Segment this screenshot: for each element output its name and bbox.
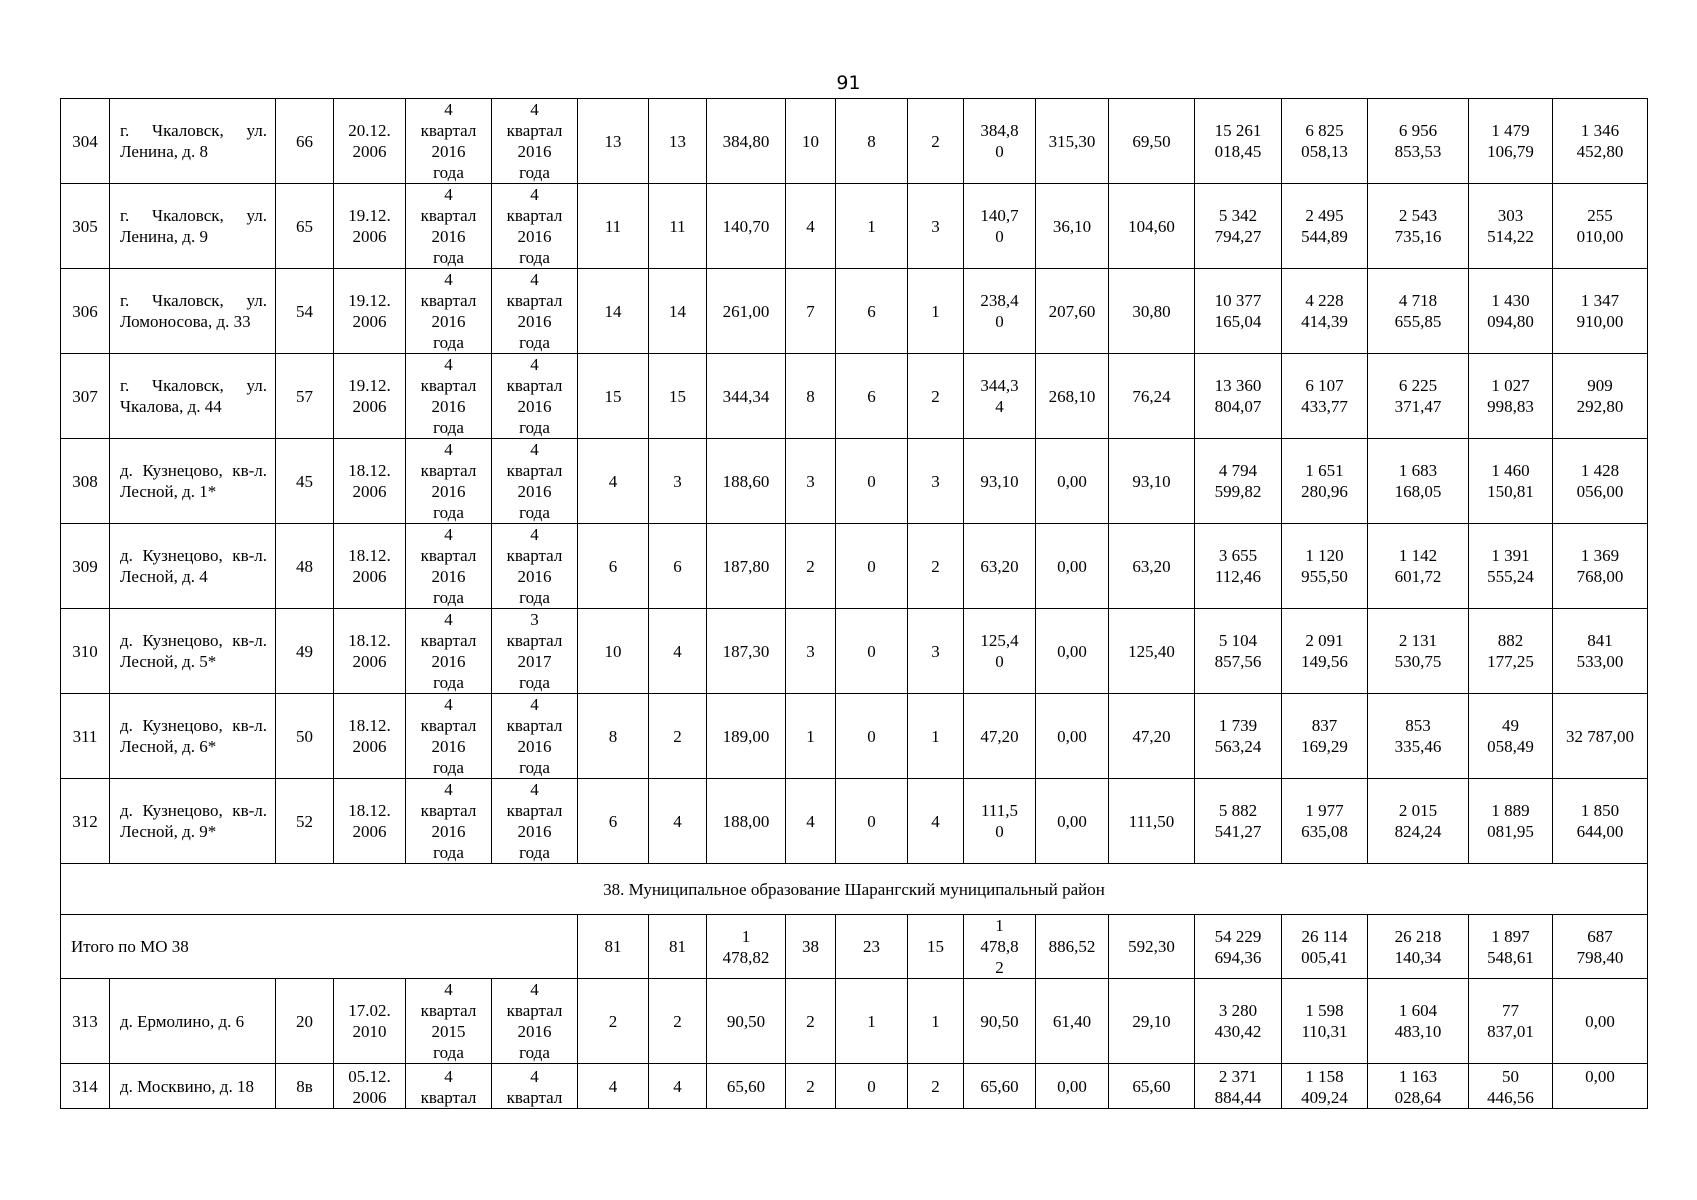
value-cell: 1 [836, 979, 908, 1064]
address-cell: г. Чкаловск, ул. Ленина, д. 8 [110, 99, 276, 184]
value-cell: 49 [276, 609, 334, 694]
section-title: 38. Муниципальное образование Шарангский муниципальный район [61, 864, 1648, 915]
total-cell: 54 229 694,36 [1195, 915, 1282, 979]
total-cell: 1 478,82 [707, 915, 786, 979]
value-cell: 50 446,56 [1469, 1064, 1553, 1109]
value-cell: 3 [786, 609, 836, 694]
value-cell: 125,4 0 [964, 609, 1036, 694]
value-cell: 6 [578, 779, 649, 864]
quarter-cell: 4 квартал [492, 1064, 578, 1109]
value-cell: 4 794 599,82 [1195, 439, 1282, 524]
value-cell: 3 [649, 439, 707, 524]
total-cell: 38 [786, 915, 836, 979]
table-row [61, 524, 1648, 609]
date-cell: 05.12. 2006 [334, 1064, 406, 1109]
value-cell: 47,20 [1109, 694, 1195, 779]
value-cell: 0 [836, 779, 908, 864]
value-cell: 207,60 [1036, 269, 1109, 354]
value-cell: 14 [649, 269, 707, 354]
value-cell: 6 107 433,77 [1282, 354, 1368, 439]
value-cell: 4 718 655,85 [1368, 269, 1469, 354]
row-number-cell: 306 [61, 269, 110, 354]
quarter-cell: 4 квартал 2016 года [492, 354, 578, 439]
total-row [61, 915, 1648, 979]
row-number-cell: 312 [61, 779, 110, 864]
value-cell: 1 428 056,00 [1553, 439, 1648, 524]
table-row [61, 694, 1648, 779]
value-cell: 2 371 884,44 [1195, 1064, 1282, 1109]
value-cell: 49 058,49 [1469, 694, 1553, 779]
value-cell: 0,00 [1036, 524, 1109, 609]
value-cell: 3 [908, 184, 964, 269]
address-cell: д. Кузнецово, кв-л. Лесной, д. 6* [110, 694, 276, 779]
quarter-cell: 4 квартал 2015 года [406, 979, 492, 1064]
value-cell: 344,34 [707, 354, 786, 439]
value-cell: 1 [786, 694, 836, 779]
value-cell: 4 228 414,39 [1282, 269, 1368, 354]
value-cell: 0,00 [1036, 1064, 1109, 1109]
value-cell: 1 [836, 184, 908, 269]
value-cell: 1 [908, 694, 964, 779]
value-cell: 1 683 168,05 [1368, 439, 1469, 524]
quarter-cell: 4 квартал 2016 года [492, 694, 578, 779]
value-cell: 1 460 150,81 [1469, 439, 1553, 524]
row-number-cell: 311 [61, 694, 110, 779]
value-cell: 4 [908, 779, 964, 864]
value-cell: 14 [578, 269, 649, 354]
value-cell: 2 091 149,56 [1282, 609, 1368, 694]
date-cell: 20.12. 2006 [334, 99, 406, 184]
value-cell: 65,60 [964, 1064, 1036, 1109]
address-cell: д. Москвино, д. 18 [110, 1064, 276, 1109]
value-cell: 90,50 [707, 979, 786, 1064]
value-cell: 63,20 [1109, 524, 1195, 609]
date-cell: 18.12. 2006 [334, 439, 406, 524]
value-cell: 125,40 [1109, 609, 1195, 694]
value-cell: 6 [649, 524, 707, 609]
address-cell: г. Чкаловск, ул. Чкалова, д. 44 [110, 354, 276, 439]
value-cell: 111,5 0 [964, 779, 1036, 864]
value-cell: 52 [276, 779, 334, 864]
total-cell: 26 114 005,41 [1282, 915, 1368, 979]
value-cell: 5 882 541,27 [1195, 779, 1282, 864]
date-cell: 18.12. 2006 [334, 694, 406, 779]
value-cell: 4 [786, 779, 836, 864]
value-cell: 0 [836, 609, 908, 694]
value-cell: 6 225 371,47 [1368, 354, 1469, 439]
value-cell: 11 [578, 184, 649, 269]
value-cell: 188,60 [707, 439, 786, 524]
value-cell: 261,00 [707, 269, 786, 354]
quarter-cell: 4 квартал 2016 года [406, 99, 492, 184]
value-cell: 65,60 [707, 1064, 786, 1109]
value-cell: 63,20 [964, 524, 1036, 609]
value-cell: 2 [649, 694, 707, 779]
value-cell: 1 346 452,80 [1553, 99, 1648, 184]
row-number-cell: 314 [61, 1064, 110, 1109]
row-number-cell: 307 [61, 354, 110, 439]
value-cell: 1 027 998,83 [1469, 354, 1553, 439]
address-cell: д. Кузнецово, кв-л. Лесной, д. 9* [110, 779, 276, 864]
value-cell: 54 [276, 269, 334, 354]
value-cell: 4 [649, 779, 707, 864]
value-cell: 1 347 910,00 [1553, 269, 1648, 354]
quarter-cell: 4 квартал 2016 года [406, 439, 492, 524]
value-cell: 20 [276, 979, 334, 1064]
value-cell: 93,10 [964, 439, 1036, 524]
quarter-cell: 4 квартал 2016 года [492, 269, 578, 354]
value-cell: 5 342 794,27 [1195, 184, 1282, 269]
value-cell: 882 177,25 [1469, 609, 1553, 694]
value-cell: 6 956 853,53 [1368, 99, 1469, 184]
value-cell: 4 [786, 184, 836, 269]
value-cell: 15 [649, 354, 707, 439]
total-cell: 1 478,8 2 [964, 915, 1036, 979]
total-cell: 15 [908, 915, 964, 979]
value-cell: 30,80 [1109, 269, 1195, 354]
total-cell: 23 [836, 915, 908, 979]
quarter-cell: 4 квартал 2016 года [492, 99, 578, 184]
value-cell: 13 [649, 99, 707, 184]
quarter-cell: 4 квартал 2016 года [406, 184, 492, 269]
total-cell: 886,52 [1036, 915, 1109, 979]
value-cell: 268,10 [1036, 354, 1109, 439]
quarter-cell: 4 квартал 2016 года [492, 779, 578, 864]
value-cell: 0 [836, 524, 908, 609]
quarter-cell: 4 квартал 2016 года [492, 439, 578, 524]
value-cell: 238,4 0 [964, 269, 1036, 354]
value-cell: 1 142 601,72 [1368, 524, 1469, 609]
row-number-cell: 313 [61, 979, 110, 1064]
value-cell: 93,10 [1109, 439, 1195, 524]
value-cell: 7 [786, 269, 836, 354]
address-cell: д. Ермолино, д. 6 [110, 979, 276, 1064]
value-cell: 66 [276, 99, 334, 184]
row-number-cell: 305 [61, 184, 110, 269]
section-header-row [61, 864, 1648, 915]
value-cell: 1 977 635,08 [1282, 779, 1368, 864]
housing-register-table [60, 98, 1648, 1109]
date-cell: 18.12. 2006 [334, 609, 406, 694]
total-label: Итого по МО 38 [61, 915, 578, 979]
value-cell: 0 [836, 1064, 908, 1109]
address-cell: д. Кузнецово, кв-л. Лесной, д. 5* [110, 609, 276, 694]
value-cell: 4 [578, 1064, 649, 1109]
value-cell: 6 [836, 354, 908, 439]
value-cell: 1 [908, 979, 964, 1064]
date-cell: 18.12. 2006 [334, 779, 406, 864]
page-number: 91 [836, 72, 861, 94]
value-cell: 47,20 [964, 694, 1036, 779]
value-cell: 0,00 [1036, 609, 1109, 694]
value-cell: 76,24 [1109, 354, 1195, 439]
value-cell: 1 430 094,80 [1469, 269, 1553, 354]
value-cell: 65,60 [1109, 1064, 1195, 1109]
value-cell: 8в [276, 1064, 334, 1109]
value-cell: 0,00 [1036, 694, 1109, 779]
value-cell: 1 598 110,31 [1282, 979, 1368, 1064]
date-cell: 18.12. 2006 [334, 524, 406, 609]
value-cell: 111,50 [1109, 779, 1195, 864]
value-cell: 8 [786, 354, 836, 439]
value-cell: 2 [908, 1064, 964, 1109]
value-cell: 1 369 768,00 [1553, 524, 1648, 609]
value-cell: 140,7 0 [964, 184, 1036, 269]
value-cell: 1 158 409,24 [1282, 1064, 1368, 1109]
value-cell: 4 [578, 439, 649, 524]
value-cell: 6 [836, 269, 908, 354]
address-cell: г. Чкаловск, ул. Ломоносова, д. 33 [110, 269, 276, 354]
date-cell: 17.02. 2010 [334, 979, 406, 1064]
value-cell: 344,3 4 [964, 354, 1036, 439]
value-cell: 65 [276, 184, 334, 269]
value-cell: 5 104 857,56 [1195, 609, 1282, 694]
value-cell: 11 [649, 184, 707, 269]
total-cell: 592,30 [1109, 915, 1195, 979]
value-cell: 61,40 [1036, 979, 1109, 1064]
value-cell: 384,8 0 [964, 99, 1036, 184]
date-cell: 19.12. 2006 [334, 354, 406, 439]
value-cell: 2 131 530,75 [1368, 609, 1469, 694]
value-cell: 4 [649, 1064, 707, 1109]
total-cell: 687 798,40 [1553, 915, 1648, 979]
value-cell: 2 [786, 979, 836, 1064]
row-number-cell: 309 [61, 524, 110, 609]
table-row [61, 439, 1648, 524]
value-cell: 1 391 555,24 [1469, 524, 1553, 609]
quarter-cell: 4 квартал [406, 1064, 492, 1109]
value-cell: 48 [276, 524, 334, 609]
value-cell: 0,00 [1553, 1064, 1648, 1109]
value-cell: 0,00 [1036, 779, 1109, 864]
total-cell: 1 897 548,61 [1469, 915, 1553, 979]
value-cell: 32 787,00 [1553, 694, 1648, 779]
table-row [61, 979, 1648, 1064]
quarter-cell: 4 квартал 2016 года [492, 184, 578, 269]
value-cell: 69,50 [1109, 99, 1195, 184]
date-cell: 19.12. 2006 [334, 184, 406, 269]
table-row [61, 609, 1648, 694]
value-cell: 2 [908, 524, 964, 609]
value-cell: 1 850 644,00 [1553, 779, 1648, 864]
value-cell: 140,70 [707, 184, 786, 269]
value-cell: 90,50 [964, 979, 1036, 1064]
value-cell: 2 [908, 99, 964, 184]
value-cell: 10 [786, 99, 836, 184]
value-cell: 45 [276, 439, 334, 524]
value-cell: 189,00 [707, 694, 786, 779]
value-cell: 3 280 430,42 [1195, 979, 1282, 1064]
row-number-cell: 308 [61, 439, 110, 524]
value-cell: 2 [578, 979, 649, 1064]
value-cell: 315,30 [1036, 99, 1109, 184]
quarter-cell: 3 квартал 2017 года [492, 609, 578, 694]
value-cell: 1 889 081,95 [1469, 779, 1553, 864]
table-row [61, 99, 1648, 184]
table-row [61, 354, 1648, 439]
value-cell: 1 163 028,64 [1368, 1064, 1469, 1109]
row-number-cell: 310 [61, 609, 110, 694]
value-cell: 29,10 [1109, 979, 1195, 1064]
value-cell: 255 010,00 [1553, 184, 1648, 269]
value-cell: 187,30 [707, 609, 786, 694]
value-cell: 2 [649, 979, 707, 1064]
value-cell: 13 360 804,07 [1195, 354, 1282, 439]
value-cell: 2 [786, 524, 836, 609]
value-cell: 8 [836, 99, 908, 184]
quarter-cell: 4 квартал 2016 года [406, 779, 492, 864]
address-cell: д. Кузнецово, кв-л. Лесной, д. 1* [110, 439, 276, 524]
total-cell: 81 [649, 915, 707, 979]
value-cell: 0 [836, 439, 908, 524]
quarter-cell: 4 квартал 2016 года [406, 354, 492, 439]
table-row [61, 269, 1648, 354]
value-cell: 1 120 955,50 [1282, 524, 1368, 609]
quarter-cell: 4 квартал 2016 года [492, 524, 578, 609]
value-cell: 2 [786, 1064, 836, 1109]
quarter-cell: 4 квартал 2016 года [406, 694, 492, 779]
total-cell: 81 [578, 915, 649, 979]
value-cell: 4 [649, 609, 707, 694]
value-cell: 2 495 544,89 [1282, 184, 1368, 269]
value-cell: 1 739 563,24 [1195, 694, 1282, 779]
value-cell: 6 825 058,13 [1282, 99, 1368, 184]
value-cell: 1 604 483,10 [1368, 979, 1469, 1064]
value-cell: 384,80 [707, 99, 786, 184]
value-cell: 188,00 [707, 779, 786, 864]
address-cell: г. Чкаловск, ул. Ленина, д. 9 [110, 184, 276, 269]
value-cell: 841 533,00 [1553, 609, 1648, 694]
value-cell: 1 479 106,79 [1469, 99, 1553, 184]
value-cell: 36,10 [1036, 184, 1109, 269]
value-cell: 6 [578, 524, 649, 609]
value-cell: 837 169,29 [1282, 694, 1368, 779]
value-cell: 3 [786, 439, 836, 524]
quarter-cell: 4 квартал 2016 года [406, 609, 492, 694]
value-cell: 15 [578, 354, 649, 439]
value-cell: 3 [908, 609, 964, 694]
value-cell: 10 377 165,04 [1195, 269, 1282, 354]
row-number-cell: 304 [61, 99, 110, 184]
value-cell: 104,60 [1109, 184, 1195, 269]
value-cell: 13 [578, 99, 649, 184]
total-cell: 26 218 140,34 [1368, 915, 1469, 979]
value-cell: 3 [908, 439, 964, 524]
value-cell: 2 543 735,16 [1368, 184, 1469, 269]
value-cell: 57 [276, 354, 334, 439]
value-cell: 0,00 [1553, 979, 1648, 1064]
value-cell: 303 514,22 [1469, 184, 1553, 269]
value-cell: 0,00 [1036, 439, 1109, 524]
value-cell: 2 [908, 354, 964, 439]
value-cell: 187,80 [707, 524, 786, 609]
value-cell: 3 655 112,46 [1195, 524, 1282, 609]
quarter-cell: 4 квартал 2016 года [406, 524, 492, 609]
quarter-cell: 4 квартал 2016 года [492, 979, 578, 1064]
value-cell: 853 335,46 [1368, 694, 1469, 779]
value-cell: 50 [276, 694, 334, 779]
value-cell: 8 [578, 694, 649, 779]
value-cell: 1 [908, 269, 964, 354]
value-cell: 10 [578, 609, 649, 694]
value-cell: 15 261 018,45 [1195, 99, 1282, 184]
value-cell: 0 [836, 694, 908, 779]
date-cell: 19.12. 2006 [334, 269, 406, 354]
table-row [61, 1064, 1648, 1109]
value-cell: 77 837,01 [1469, 979, 1553, 1064]
table-row [61, 779, 1648, 864]
quarter-cell: 4 квартал 2016 года [406, 269, 492, 354]
table-row [61, 184, 1648, 269]
value-cell: 2 015 824,24 [1368, 779, 1469, 864]
value-cell: 909 292,80 [1553, 354, 1648, 439]
value-cell: 1 651 280,96 [1282, 439, 1368, 524]
address-cell: д. Кузнецово, кв-л. Лесной, д. 4 [110, 524, 276, 609]
